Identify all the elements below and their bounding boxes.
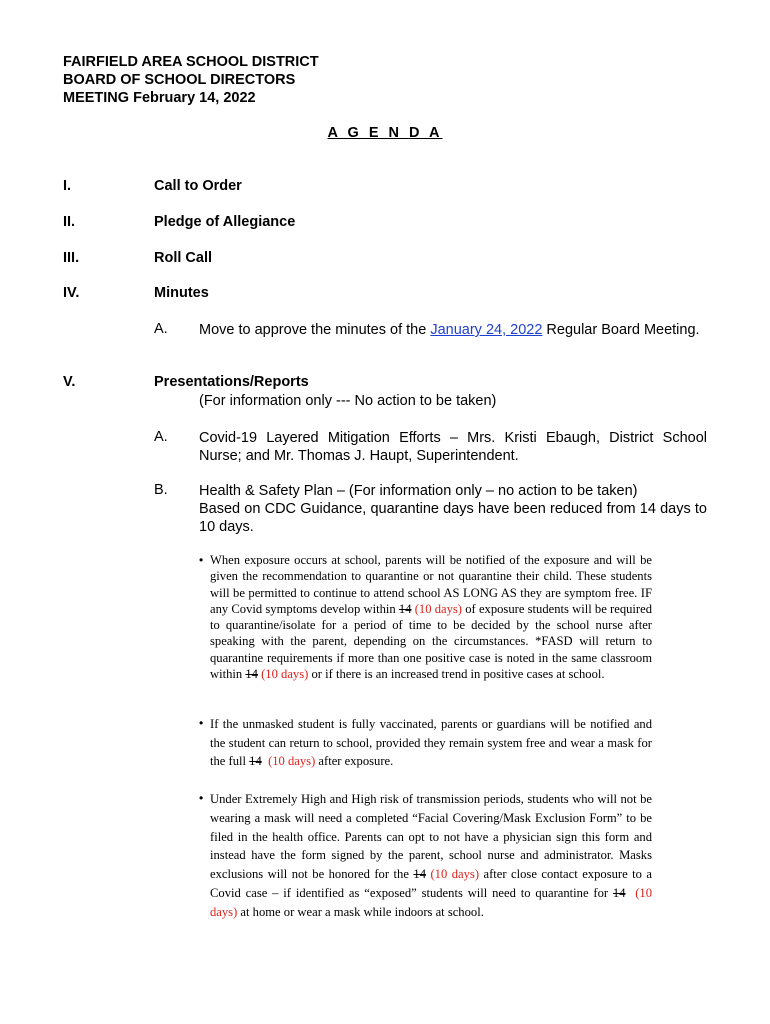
bullet-text: or if there is an increased trend in positive cases at school.: [308, 667, 605, 682]
revised-days: (10 days): [268, 754, 316, 768]
section-title: Presentations/Reports: [154, 374, 309, 390]
meeting-date: MEETING February 14, 2022: [63, 90, 256, 106]
item-text: Move to approve the minutes of the: [199, 322, 431, 338]
agenda-title: A G E N D A: [327, 125, 443, 141]
covid-mitigation-item: Covid-19 Layered Mitigation Efforts – Mrs. Kristi Ebaugh, District School Nurse; and Mr. Thomas J. Haupt, Superintendent.: [199, 430, 707, 464]
item-letter: B.: [154, 482, 168, 498]
struck-number: 14: [245, 667, 258, 682]
section-title: Pledge of Allegiance: [154, 214, 296, 230]
district-name: FAIRFIELD AREA SCHOOL DISTRICT: [63, 54, 319, 70]
bullet-text: after exposure.: [315, 754, 394, 768]
health-plan-guidance: Based on CDC Guidance, quarantine days have been reduced from 14 days to 10 days.: [199, 501, 707, 535]
section-number: V.: [63, 374, 76, 390]
revised-days: (10 days): [210, 885, 653, 919]
section-number: II.: [63, 214, 76, 230]
bullet-icon: •: [199, 553, 204, 567]
bullet-text: after close contact exposure to a Covid case – if identified as “exposed” students will need to quarantine for: [210, 867, 653, 900]
bullet-paragraph: [210, 552, 652, 682]
bullet-text: at home or wear a mask while indoors at school.: [237, 904, 484, 919]
bullet-icon: •: [199, 791, 204, 805]
struck-number: 14: [249, 754, 262, 768]
bullet-paragraph: [210, 715, 652, 771]
district-header: [63, 53, 319, 107]
bullet-paragraph: [210, 790, 652, 922]
board-name: BOARD OF SCHOOL DIRECTORS: [63, 72, 296, 88]
bullet-text: of exposure students will be required to quarantine/isolate for a period of time to be decided by the school nurse after speaking with the parent, depending on the circumstances. *FASD will return to quarantine requirements if more than one positive case is noted in the same classroom within: [210, 601, 652, 682]
item-text: Regular Board Meeting.: [542, 322, 700, 338]
revised-days: (10 days): [430, 867, 480, 882]
section-number: III.: [63, 250, 80, 266]
bullet-text: Under Extremely High and High risk of transmission periods, students who will not be wearing a mask will need a completed “Facial Covering/Mask Exclusion Form” to be filed in the health office. Parents can opt to not have a physician sign this form and instead have the form signed by the parent, school nurse and administrator. Masks exclusions will not be honored for the: [210, 792, 652, 882]
bullet-icon: •: [199, 716, 204, 730]
section-title: Call to Order: [154, 178, 242, 194]
health-plan-title: Health & Safety Plan – (For information only – no action to be taken): [199, 483, 638, 499]
section-title: Roll Call: [154, 250, 213, 266]
section-number: IV.: [63, 285, 80, 301]
revised-days: (10 days): [261, 667, 309, 682]
section-title: Minutes: [154, 285, 209, 301]
minutes-link[interactable]: January 24, 2022: [430, 322, 543, 338]
item-letter: A.: [154, 321, 168, 337]
section-note: (For information only --- No action to be taken): [199, 393, 497, 409]
section-number: I.: [63, 178, 72, 194]
minutes-item: [199, 321, 707, 339]
struck-number: 14: [398, 601, 412, 616]
bullet-text: When exposure occurs at school, parents will be notified of the exposure and will be given the recommendation to quarantine or not quarantine their child. These students will be permitted to continue to attend school AS LONG AS they are symptom free. IF any Covid symptoms develop within: [210, 553, 652, 616]
bullet-text: If the unmasked student is fully vaccinated, parents or guardians will be notified and the student can return to school, provided they remain system free and wear a mask for the full: [210, 717, 652, 768]
item-letter: A.: [154, 429, 168, 445]
revised-days: (10 days): [414, 601, 463, 616]
struck-number: 14: [413, 867, 426, 882]
struck-number: 14: [612, 885, 626, 900]
